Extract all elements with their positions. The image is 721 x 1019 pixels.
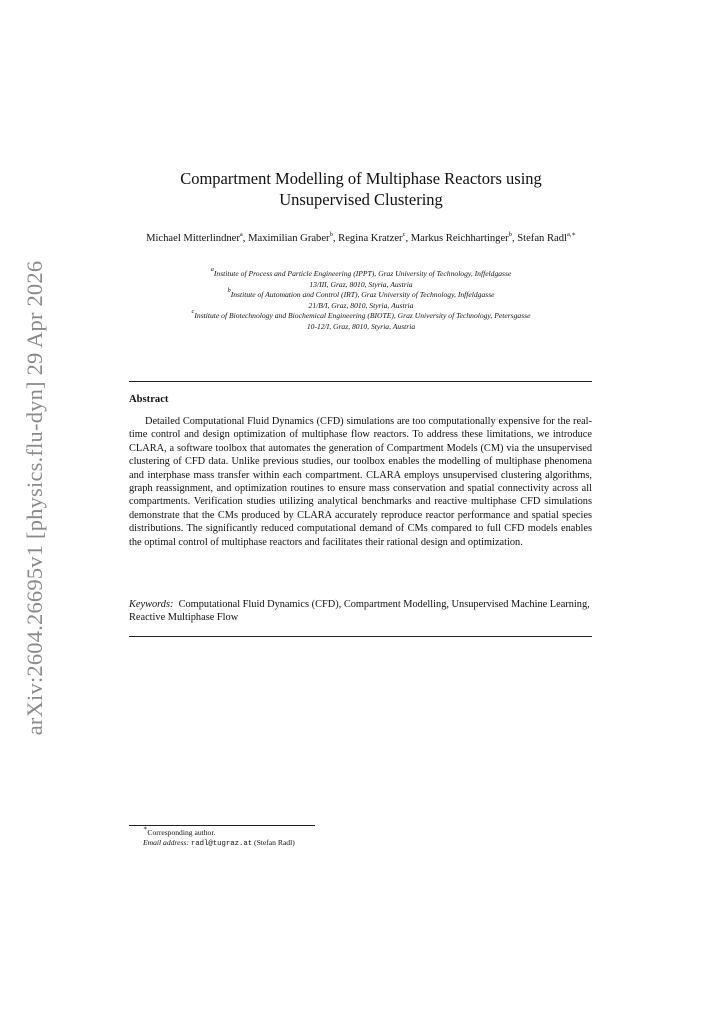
author-affiliation-mark: a (239, 231, 243, 238)
author-name: Maximilian Graber (248, 233, 330, 244)
affiliation-line (128, 287, 594, 301)
abstract-bottom-rule (129, 636, 592, 637)
corresponding-mark: ∗ (143, 825, 148, 832)
corresponding-author-note (143, 825, 295, 838)
affiliation-mark: a (210, 266, 214, 273)
author-name: Markus Reichhartinger (410, 233, 509, 244)
email-label: Email address: (143, 838, 189, 848)
email-link[interactable]: radl@tugraz.at (190, 840, 253, 849)
keywords-text: Computational Fluid Dynamics (CFD), Compartment Modelling, Unsupervised Machine Learning, Reactive Multiphase Flow (129, 599, 590, 624)
affiliation-line: 13/III, Graz, 8010, Styria, Austria (309, 279, 413, 289)
title-line-1: Compartment Modelling of Multiphase Reactors using (180, 169, 542, 188)
paper-title (130, 168, 592, 210)
author-list: Michael Mitterlindner$^a$, Maximilian Graber$^b$, Regina Kratzer$^c$, Markus Reichhartinger$^b$, Stefan Radl$^{a,∗}$ (146, 231, 576, 244)
keywords-label: Keywords: (129, 599, 174, 610)
corresponding-text: Corresponding author. (147, 828, 216, 837)
affiliation-text: Institute of Biotechnology and Biochemical Engineering (BIOTE), Graz University of Technology, Petersgasse (194, 311, 531, 321)
title-line-2: Unsupervised Clustering (279, 190, 443, 209)
affiliation-line: 10-12/I, Graz, 8010, Styria, Austria (306, 321, 416, 331)
author-affiliation-mark: b (508, 231, 512, 238)
footnote (143, 825, 295, 850)
abstract-heading: Abstract (129, 394, 169, 405)
author-affiliation-mark: b (329, 231, 333, 238)
affiliation-line (128, 308, 594, 322)
author-affiliation-mark: a,∗ (567, 231, 576, 238)
email-owner: (Stefan Radl) (254, 838, 295, 848)
affiliation-text: Institute of Process and Particle Engineering (IPPT), Graz University of Technology, Inffeldgasse (213, 269, 512, 278)
author-name: Michael Mitterlindner (146, 233, 240, 244)
affiliation-line (128, 266, 594, 280)
author-name: Stefan Radl (517, 233, 567, 244)
arxiv-sidebar-stamp (15, 250, 55, 745)
affiliation-text: Institute of Automation and Control (IRT), Graz University of Technology, Inffeldgasse (230, 290, 495, 300)
email-note (143, 838, 295, 849)
author-affiliation-mark: c (402, 231, 406, 238)
author-name: Regina Kratzer (338, 233, 403, 244)
footnote-rule (129, 825, 315, 826)
abstract-body: Detailed Computational Fluid Dynamics (CFD) simulations are too computationally expensive for the real-time control and design optimization of multiphase flow reactors. To address these limitations, we introduce CLARA, a software toolbox that automates the generation of Compartment Models (CM) via the unsupervised clustering of CFD data. Unlike previous studies, our toolbox enables the modelling of multiphase phenomena and interphase mass transfer within each compartment. CLARA employs unsupervised clustering algorithms, graph reassignment, and optimization routines to ensure mass conservation and spatial connectivity across all compartments. Verification studies utilizing analytical benchmarks and reactive multiphase CFD simulations demonstrate that the CMs produced by CLARA accurately reproduce reactor performance and spatial species distributions. The significantly reduced computational demand of CMs compared to full CFD models enables the optimal control of multiphase reactors and facilitates their rational design and optimization. (129, 416, 592, 548)
keywords (129, 598, 592, 625)
arxiv-identifier: arXiv:2604.26695v1 [physics.flu-dyn] 29 Apr 2026 (22, 260, 47, 735)
affiliation-line: 21/B/I, Graz, 8010, Styria, Austria (308, 300, 414, 310)
affiliations (128, 266, 594, 333)
affiliation-mark: c (191, 308, 195, 316)
abstract-top-rule (129, 381, 592, 382)
affiliation-mark: b (227, 287, 231, 295)
